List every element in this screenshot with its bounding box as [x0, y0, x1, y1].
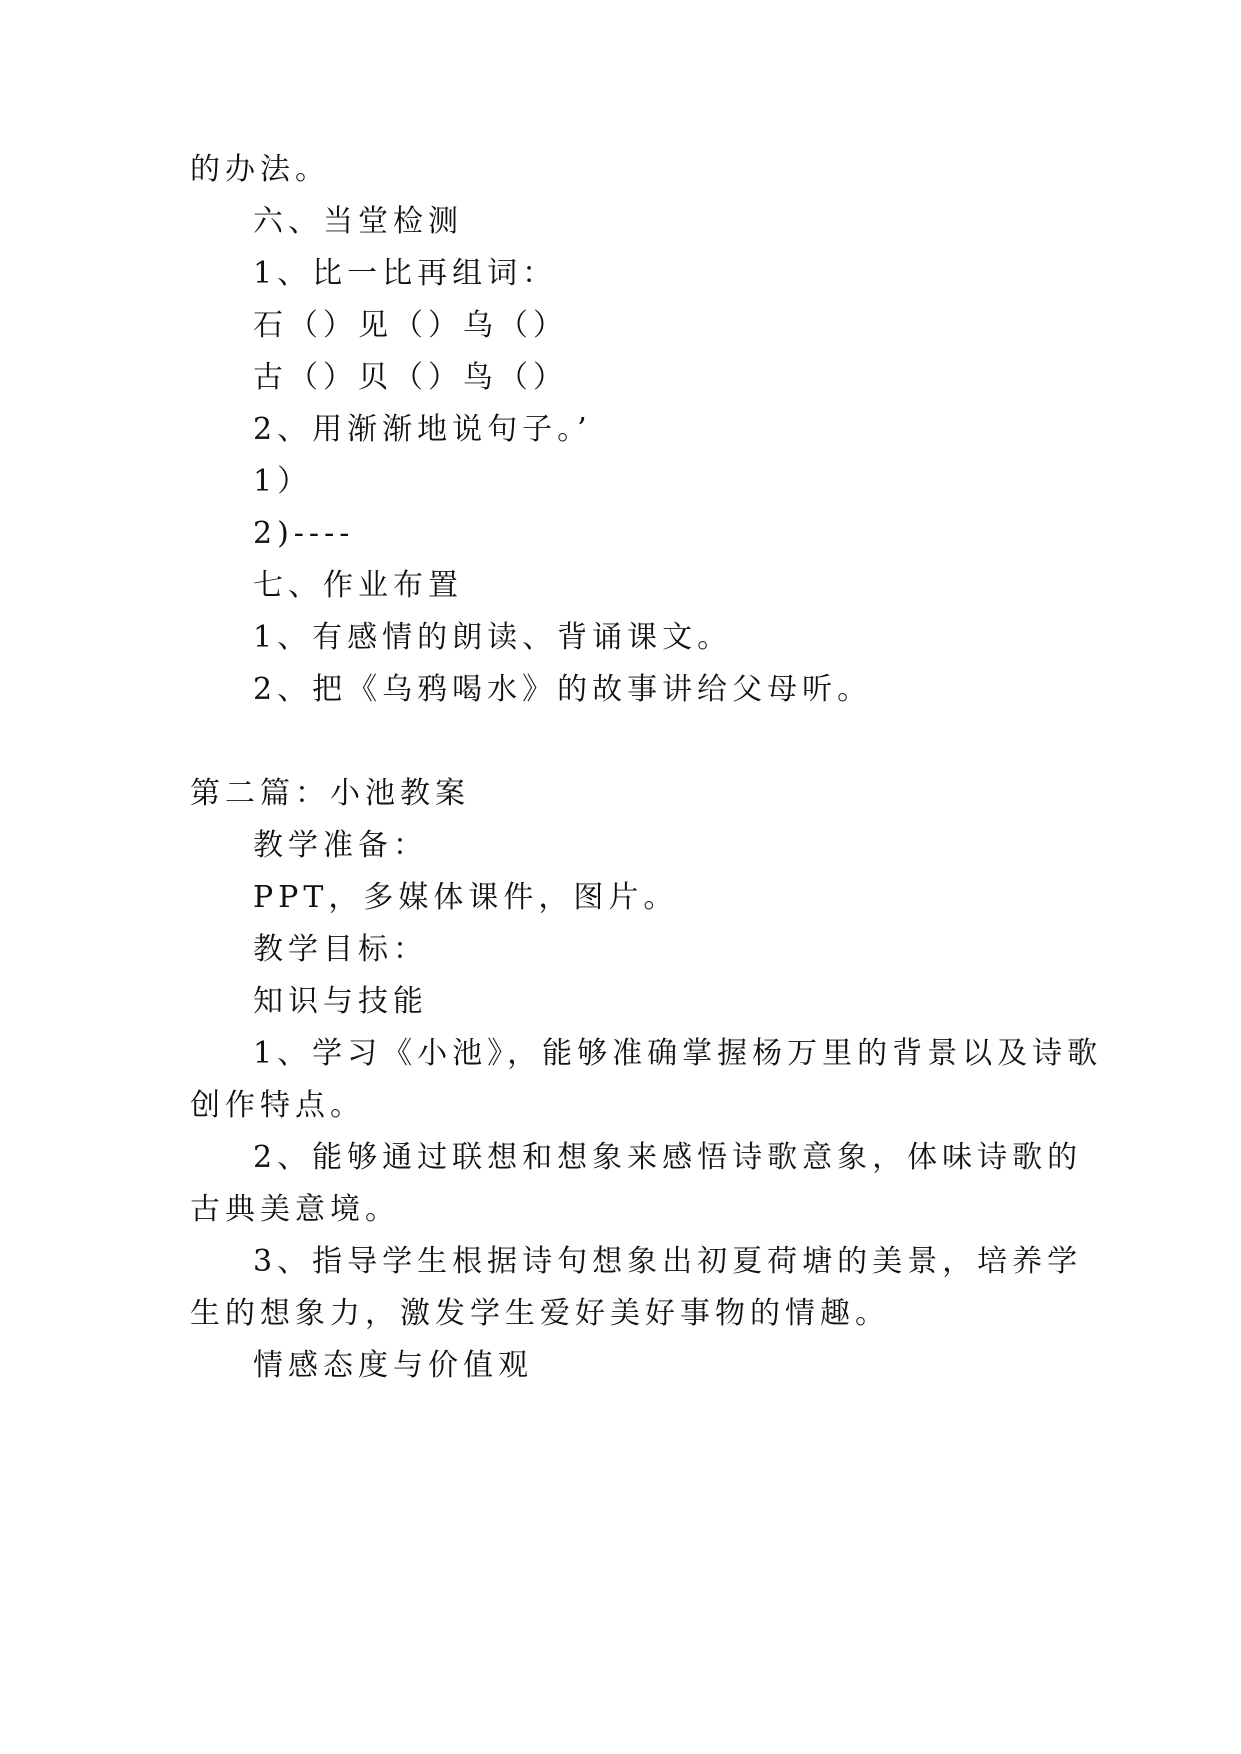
- goal-3-line-2: 生的想象力，激发学生爱好美好事物的情趣。: [190, 1296, 890, 1331]
- goal-1-line-1: 1、学习《小池》，能够准确掌握杨万里的背景以及诗歌: [253, 1036, 1103, 1071]
- goal-3-line-1: 3、指导学生根据诗句想象出初夏荷塘的美景，培养学: [253, 1244, 1083, 1279]
- question-1: 1、比一比再组词：: [253, 256, 558, 291]
- homework-item-2: 2、把《乌鸦喝水》的故事讲给父母听。: [253, 672, 873, 707]
- continuation-line: 的办法。: [190, 152, 330, 187]
- goal-2-line-1: 2、能够通过联想和想象来感悟诗歌意象，体味诗歌的: [253, 1140, 1083, 1175]
- emotion-values-label: 情感态度与价值观: [253, 1348, 533, 1383]
- goal-1-line-2: 创作特点。: [190, 1088, 365, 1123]
- answer-blank-2: 2)----: [253, 516, 355, 551]
- heading-six: 六、当堂检测: [253, 204, 463, 239]
- goals-label: 教学目标：: [253, 932, 428, 967]
- section-title: 第二篇：小池教案: [190, 776, 470, 811]
- compare-row-2: 古（）贝（）鸟（）: [253, 360, 568, 395]
- question-2: 2、用渐渐地说句子。’: [253, 412, 592, 447]
- homework-item-1: 1、有感情的朗读、背诵课文。: [253, 620, 733, 655]
- compare-row-1: 石（）见（）乌（）: [253, 308, 568, 343]
- answer-blank-1: 1）: [253, 464, 313, 499]
- prep-label: 教学准备：: [253, 828, 428, 863]
- heading-seven: 七、作业布置: [253, 568, 463, 603]
- knowledge-skills-label: 知识与技能: [253, 984, 428, 1019]
- prep-items: PPT，多媒体课件，图片。: [253, 880, 679, 915]
- goal-2-line-2: 古典美意境。: [190, 1192, 400, 1227]
